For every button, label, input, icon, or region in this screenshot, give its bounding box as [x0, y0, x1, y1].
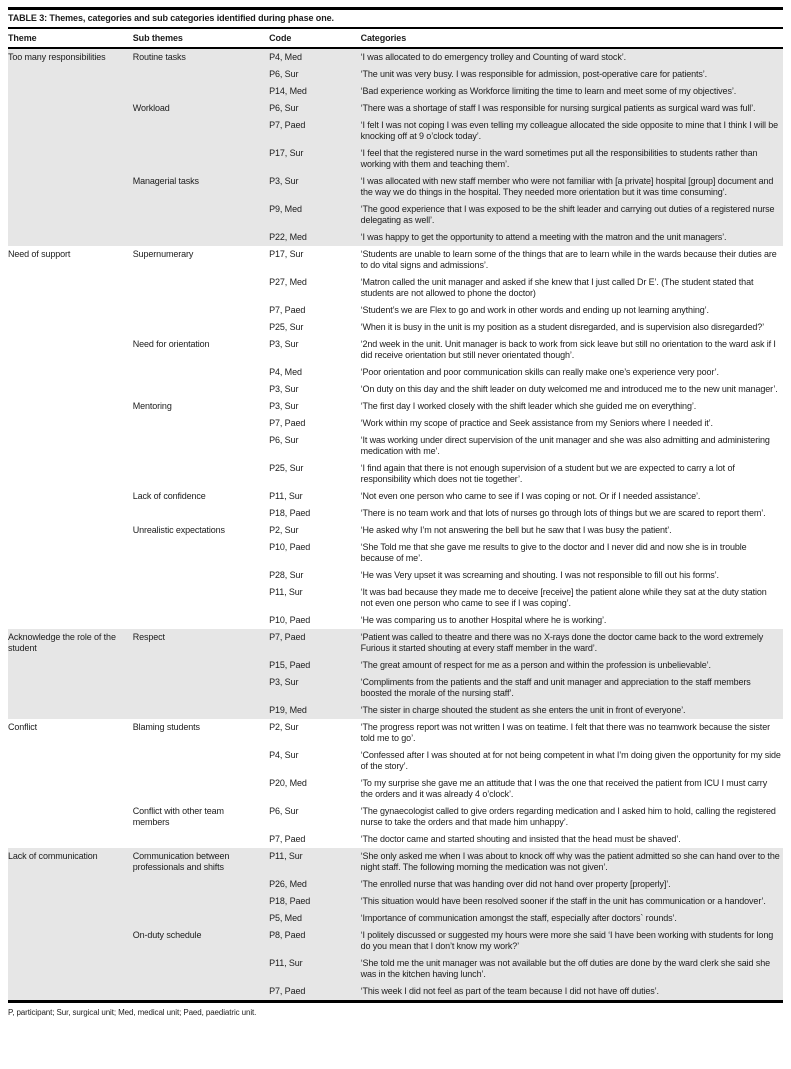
code-cell: P15, Paed — [269, 657, 360, 674]
code-cell: P2, Sur — [269, 721, 299, 732]
theme-cell — [8, 66, 133, 83]
theme-cell — [8, 831, 133, 848]
theme-cell — [8, 702, 133, 719]
quote-cell: ‘He was comparing us to another Hospital where he is working’. — [360, 614, 607, 625]
table-row — [8, 927, 783, 955]
theme-cell — [8, 460, 133, 488]
subtheme-cell — [133, 831, 269, 848]
table-row — [8, 803, 783, 831]
theme-cell: Conflict — [8, 721, 38, 732]
quote-cell: ‘Confessed after I was shouted at for not being competent in what I’m doing given the opportunity for my side of the story’. — [360, 749, 781, 771]
theme-cell — [8, 432, 133, 460]
table-row — [8, 48, 783, 66]
theme-cell: Acknowledge the role of the student — [8, 629, 133, 657]
table-row — [8, 302, 783, 319]
code-cell: P7, Paed — [269, 833, 306, 844]
code-cell: P7, Paed — [269, 629, 360, 657]
subtheme-cell — [133, 117, 269, 145]
code-cell: P5, Med — [269, 910, 360, 927]
table-row — [8, 893, 783, 910]
theme-cell — [8, 522, 133, 539]
quote-cell: ‘I was allocated to do emergency trolley and Counting of ward stock’. — [361, 48, 783, 66]
theme-cell — [8, 415, 133, 432]
subtheme-cell — [133, 955, 269, 983]
theme-cell — [8, 201, 133, 229]
subtheme-cell: On-duty schedule — [133, 927, 269, 955]
theme-cell — [8, 803, 133, 831]
subtheme-cell — [133, 584, 269, 612]
quote-cell: ‘The doctor came and started shouting and insisted that the head must be shaved’. — [360, 833, 681, 844]
quote-cell: ‘He was Very upset it was screaming and shouting. I was not responsible to fill out his forms’. — [360, 569, 719, 580]
table-row — [8, 201, 783, 229]
theme-cell — [8, 381, 133, 398]
table-row — [8, 876, 783, 893]
table-row — [8, 539, 783, 567]
quote-cell: ‘On duty on this day and the shift leader on duty welcomed me and introduced me to the new unit manager’. — [360, 383, 778, 394]
table-title: TABLE 3: Themes, categories and sub categories identified during phase one. — [8, 7, 783, 29]
theme-cell — [8, 657, 133, 674]
table-row — [8, 657, 783, 674]
theme-cell — [8, 505, 133, 522]
subtheme-cell: Conflict with other team members — [132, 805, 224, 827]
quote-cell: ‘The sister in charge shouted the student as she enters the unit in front of everyone’. — [361, 702, 783, 719]
theme-cell — [8, 336, 133, 364]
table-row — [8, 488, 783, 505]
code-cell: P3, Sur — [269, 400, 299, 411]
table-row — [8, 719, 783, 747]
code-cell: P8, Paed — [269, 927, 360, 955]
table-header — [8, 29, 783, 48]
theme-cell — [8, 274, 133, 302]
subtheme-cell: Supernumerary — [132, 248, 194, 259]
subtheme-cell: Respect — [133, 629, 269, 657]
quote-cell: ‘This week I did not feel as part of the team because I did not have off duties’. — [361, 983, 783, 1002]
subtheme-cell: Blaming students — [132, 721, 200, 732]
subtheme-cell: Workload — [133, 100, 269, 117]
theme-cell — [8, 955, 133, 983]
table-row — [8, 747, 783, 775]
subtheme-cell: Mentoring — [132, 400, 172, 411]
quote-cell: ‘Compliments from the patients and the staff and unit manager and appreciation to the staff members boosted the morale of the nursing staff’. — [361, 674, 783, 702]
table-row — [8, 584, 783, 612]
code-cell: P3, Sur — [269, 383, 299, 394]
quote-cell: ‘The enrolled nurse that was handing over did not hand over property [properly]’. — [361, 876, 783, 893]
code-cell: P26, Med — [269, 876, 360, 893]
quote-cell: ‘I was happy to get the opportunity to attend a meeting with the matron and the unit managers’. — [361, 229, 783, 246]
subtheme-cell: Routine tasks — [133, 48, 269, 66]
quote-cell: ‘To my surprise she gave me an attitude that I was the one that received the patient from ICU I must carry the orders and it was already 4 o’clock’. — [360, 777, 768, 799]
subtheme-cell — [133, 983, 269, 1002]
code-cell: P9, Med — [269, 201, 360, 229]
code-cell: P18, Paed — [269, 507, 311, 518]
theme-cell — [8, 584, 133, 612]
quote-cell: ‘When it is busy in the unit is my position as a student disregarded, and is supervision also disregarded?’ — [360, 321, 764, 332]
quote-cell: ‘The great amount of respect for me as a person and within the profession is unbelievable’. — [361, 657, 783, 674]
quote-cell: ‘I politely discussed or suggested my hours were more she said ‘I have been working with students for long do you mean that I don’t know my work?’ — [361, 927, 783, 955]
quote-cell: ‘Matron called the unit manager and asked if she knew that I just called Dr E’. (The student stated that students are not allowed to phone the doctor) — [360, 276, 754, 298]
table-row — [8, 336, 783, 364]
code-cell: P20, Med — [269, 777, 307, 788]
quote-cell: ‘The progress report was not written I was on teatime. I felt that there was no teamwork because the sister told me to go’. — [360, 721, 770, 743]
table-footnote: P, participant; Sur, surgical unit; Med, medical unit; Paed, paediatric unit. — [8, 1008, 257, 1017]
table-row — [8, 702, 783, 719]
theme-cell — [8, 927, 133, 955]
table-row — [8, 83, 783, 100]
quote-cell: ‘I felt I was not coping I was even telling my colleague allocated the side opposite to mine that I think I will be knocking off at 9 o’clock today’. — [361, 117, 783, 145]
quote-cell: ‘I find again that there is not enough supervision of a student but we are expected to carry a lot of responsibility which does not tie together’. — [360, 462, 735, 484]
subtheme-cell — [133, 775, 269, 803]
subtheme-cell — [133, 460, 269, 488]
column-header-categories: Categories — [361, 29, 783, 48]
subtheme-cell — [133, 415, 269, 432]
subtheme-cell — [133, 910, 269, 927]
theme-cell — [8, 302, 133, 319]
code-cell: P4, Med — [269, 366, 302, 377]
subtheme-cell — [133, 229, 269, 246]
table-row — [8, 145, 783, 173]
table-row — [8, 246, 783, 274]
quote-cell: ‘Bad experience working as Workforce limiting the time to learn and meet some of my objectives’. — [361, 83, 783, 100]
code-cell: P11, Sur — [269, 955, 360, 983]
code-cell: P6, Sur — [269, 434, 299, 445]
quote-cell: ‘Poor orientation and poor communication skills can really make one’s experience very poor’. — [360, 366, 719, 377]
theme-cell — [8, 398, 133, 415]
table-row — [8, 432, 783, 460]
code-cell: P6, Sur — [269, 66, 360, 83]
quote-cell: ‘There is no team work and that lots of nurses go through lots of things but we are scared to report them’. — [360, 507, 766, 518]
subtheme-cell: Need for orientation — [132, 338, 210, 349]
theme-cell — [8, 83, 133, 100]
table-row — [8, 66, 783, 83]
quote-cell: ‘Work within my scope of practice and Seek assistance from my Seniors where I needed it’. — [360, 417, 713, 428]
table-row — [8, 629, 783, 657]
quote-cell: ‘The first day I worked closely with the shift leader which she guided me on everything’. — [360, 400, 697, 411]
quote-cell: ‘Patient was called to theatre and there was no X-rays done the doctor came back to the word extremely Furious it started shouting at every staff member in the ward’. — [361, 629, 783, 657]
code-cell: P25, Sur — [269, 321, 304, 332]
subtheme-cell — [133, 567, 269, 584]
table-row — [8, 460, 783, 488]
quote-cell: ‘He asked why I’m not answering the bell but he saw that I was busy the patient’. — [360, 524, 672, 535]
code-cell: P7, Paed — [269, 417, 306, 428]
table-row — [8, 848, 783, 876]
code-cell: P4, Sur — [269, 749, 299, 760]
code-cell: P3, Sur — [269, 173, 360, 201]
theme-cell — [8, 674, 133, 702]
table-body — [8, 48, 783, 1002]
quote-cell: ‘Importance of communication amongst the staff, especially after doctors` rounds’. — [361, 910, 783, 927]
theme-cell — [8, 117, 133, 145]
subtheme-cell — [133, 539, 269, 567]
subtheme-cell — [133, 302, 269, 319]
subtheme-cell — [133, 702, 269, 719]
subtheme-cell — [133, 83, 269, 100]
table-row — [8, 398, 783, 415]
quote-cell: ‘This situation would have been resolved sooner if the staff in the unit has communication or a handover’. — [361, 893, 783, 910]
theme-cell — [8, 488, 133, 505]
subtheme-cell — [133, 66, 269, 83]
theme-cell: Lack of communication — [8, 848, 133, 876]
subtheme-cell — [133, 274, 269, 302]
code-cell: P6, Sur — [269, 100, 360, 117]
theme-cell — [8, 319, 133, 336]
theme-cell — [8, 539, 133, 567]
theme-cell — [8, 983, 133, 1002]
quote-cell: ‘Students are unable to learn some of the things that are to learn while in the wards because their duties are to do vital signs and admissions’. — [360, 248, 777, 270]
theme-cell — [8, 747, 133, 775]
code-cell: P18, Paed — [269, 893, 360, 910]
subtheme-cell — [133, 201, 269, 229]
quote-cell: ‘I was allocated with new staff member who were not familiar with [a private] hospital [group] document and the way we do things in the hospital. They needed more orientation but it was time consuming’. — [361, 173, 783, 201]
quote-cell: ‘The good experience that I was exposed to be the shift leader and carrying out duties of a registered nurse delegating as well’. — [361, 201, 783, 229]
code-cell: P4, Med — [269, 48, 360, 66]
table-row — [8, 983, 783, 1002]
column-header-subthemes: Sub themes — [133, 29, 269, 48]
theme-cell — [8, 893, 133, 910]
code-cell: P7, Paed — [269, 117, 360, 145]
code-cell: P22, Med — [269, 229, 360, 246]
quote-cell: ‘It was working under direct supervision of the unit manager and she was also admitting and administering medication with me’. — [360, 434, 770, 456]
subtheme-cell: Unrealistic expectations — [132, 524, 225, 535]
subtheme-cell: Managerial tasks — [133, 173, 269, 201]
subtheme-cell — [133, 747, 269, 775]
subtheme-cell — [133, 876, 269, 893]
theme-cell — [8, 173, 133, 201]
table-row — [8, 910, 783, 927]
code-cell: P27, Med — [269, 276, 307, 287]
code-cell: P25, Sur — [269, 462, 304, 473]
quote-cell: ‘It was bad because they made me to deceive [receive] the patient alone while they sat at the duty station not even one person who came to see if I was coping’. — [360, 586, 767, 608]
code-cell: P11, Sur — [269, 490, 303, 501]
table-row — [8, 674, 783, 702]
table-row — [8, 117, 783, 145]
subtheme-cell — [133, 674, 269, 702]
table-row — [8, 381, 783, 398]
theme-cell — [8, 100, 133, 117]
subtheme-cell — [133, 612, 269, 629]
code-cell: P11, Sur — [269, 586, 303, 597]
theme-cell — [8, 567, 133, 584]
table-row — [8, 955, 783, 983]
table-row — [8, 274, 783, 302]
subtheme-cell — [133, 657, 269, 674]
code-cell: P2, Sur — [269, 524, 299, 535]
subtheme-cell — [133, 381, 269, 398]
theme-cell — [8, 612, 133, 629]
quote-cell: ‘Student’s we are Flex to go and work in other words and ending up not learning anything’. — [360, 304, 709, 315]
subtheme-cell: Communication between professionals and shifts — [133, 848, 269, 876]
table-row — [8, 505, 783, 522]
code-cell: P11, Sur — [269, 848, 360, 876]
subtheme-cell — [133, 145, 269, 173]
code-cell: P7, Paed — [269, 304, 306, 315]
subtheme-cell — [133, 319, 269, 336]
header-row — [8, 29, 783, 48]
theme-cell — [8, 229, 133, 246]
table-row — [8, 567, 783, 584]
code-cell: P19, Med — [269, 702, 360, 719]
subtheme-cell — [133, 893, 269, 910]
code-cell: P3, Sur — [269, 674, 360, 702]
code-cell: P6, Sur — [269, 805, 299, 816]
quote-cell: ‘I feel that the registered nurse in the ward sometimes put all the responsibilities to students rather than working with them and teaching them’. — [361, 145, 783, 173]
code-cell: P17, Sur — [269, 145, 360, 173]
theme-cell — [8, 775, 133, 803]
table-row — [8, 319, 783, 336]
quote-cell: ‘The gynaecologist called to give orders regarding medication and I asked him to hold, calling the registered nurse to take the orders and that made him unhappy’. — [360, 805, 776, 827]
quote-cell: ‘There was a shortage of staff I was responsible for nursing surgical patients as surgical ward was full’. — [361, 100, 783, 117]
code-cell: P7, Paed — [269, 983, 360, 1002]
quote-cell: ‘Not even one person who came to see if I was coping or not. Or if I needed assistance’. — [360, 490, 701, 501]
theme-cell — [8, 910, 133, 927]
table-row — [8, 831, 783, 848]
column-header-theme: Theme — [8, 29, 133, 48]
table-row — [8, 173, 783, 201]
quote-cell: ‘2nd week in the unit. Unit manager is back to work from sick leave but still no orientation to the ward ask if I did receive orientation but still never orientated though’. — [360, 338, 776, 360]
subtheme-cell — [133, 432, 269, 460]
themes-table — [8, 29, 783, 1003]
table-row — [8, 415, 783, 432]
code-cell: P17, Sur — [269, 248, 304, 259]
theme-cell — [8, 876, 133, 893]
theme-cell — [8, 364, 133, 381]
quote-cell: ‘She only asked me when I was about to knock off why was the patient admitted so she can hand over to the night staff. The following morning the medication was not given’. — [361, 848, 783, 876]
table-row — [8, 612, 783, 629]
theme-cell: Too many responsibilities — [8, 48, 133, 66]
code-cell: P14, Med — [269, 83, 360, 100]
quote-cell: ‘She Told me that she gave me results to give to the doctor and I never did and now she is in trouble because of me’. — [360, 541, 747, 563]
theme-cell: Need of support — [8, 248, 71, 259]
theme-cell — [8, 145, 133, 173]
quote-cell: ‘She told me the unit manager was not available but the off duties are done by the ward clerk she said she was in the kitchen having lunch’. — [361, 955, 783, 983]
quote-cell: ‘The unit was very busy. I was responsible for admission, post-operative care for patients’. — [361, 66, 783, 83]
table-row — [8, 522, 783, 539]
table-row — [8, 229, 783, 246]
code-cell: P3, Sur — [269, 338, 299, 349]
subtheme-cell — [133, 505, 269, 522]
table-row — [8, 364, 783, 381]
code-cell: P28, Sur — [269, 569, 304, 580]
column-header-code: Code — [269, 29, 360, 48]
table-row — [8, 775, 783, 803]
table-row — [8, 100, 783, 117]
code-cell: P10, Paed — [269, 614, 311, 625]
subtheme-cell: Lack of confidence — [132, 490, 206, 501]
subtheme-cell — [133, 364, 269, 381]
code-cell: P10, Paed — [269, 541, 311, 552]
